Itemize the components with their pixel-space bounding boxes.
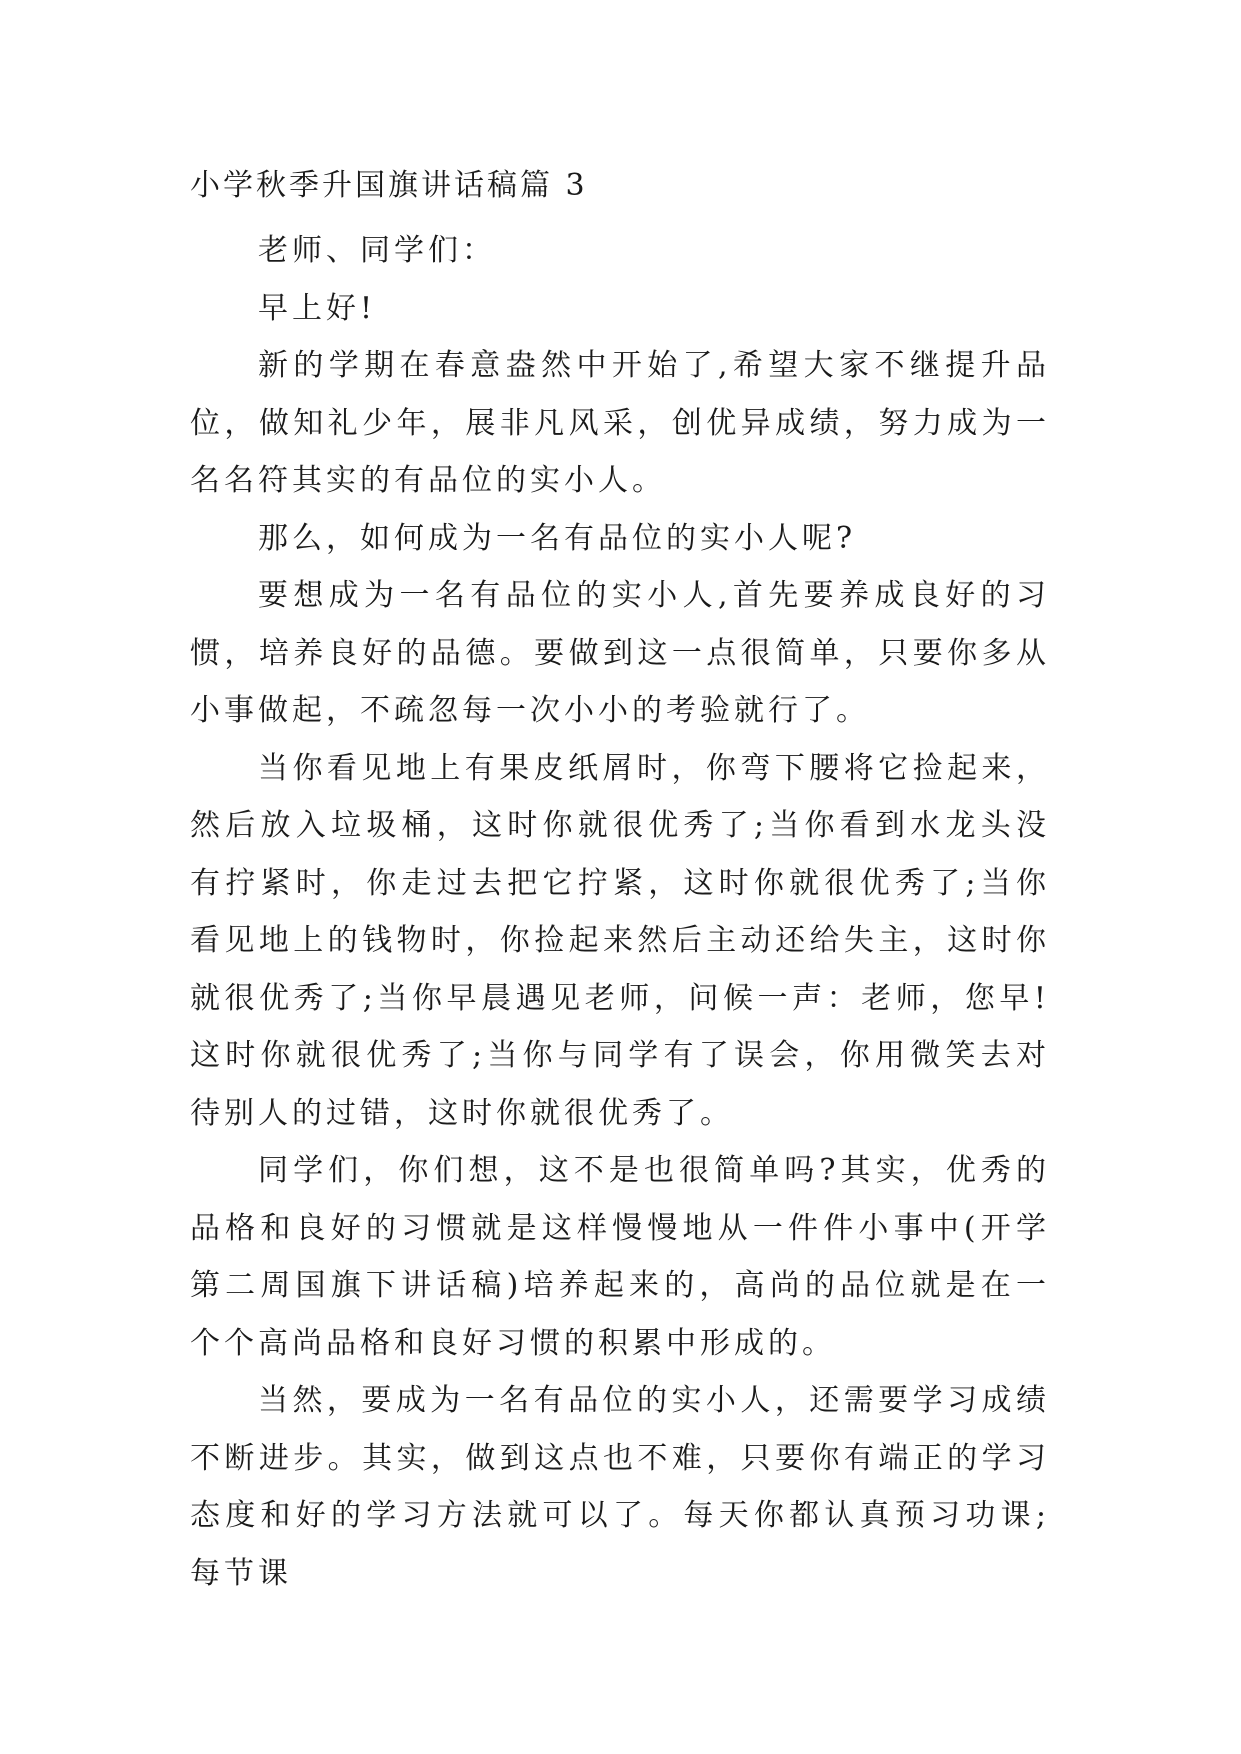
document-page xyxy=(190,168,1050,1602)
paragraph-reflection: 同学们，你们想，这不是也很简单吗?其实，优秀的品格和良好的习惯就是这样慢慢地从一件件小事中(开学第二周国旗下讲话稿)培养起来的，高尚的品位就是在一个个高尚品格和良好习惯的积累中形成的。 xyxy=(190,1153,1050,1361)
paragraph-examples: 当你看见地上有果皮纸屑时，你弯下腰将它捡起来，然后放入垃圾桶，这时你就很优秀了;当你看到水龙头没有拧紧时，你走过去把它拧紧，这时你就很优秀了;当你看见地上的钱物时，你捡起来然后主动还给失主，这时你就很优秀了;当你早晨遇见老师，问候一声：老师，您早!这时你就很优秀了;当你与同学有了误会，你用微笑去对待别人的过错，这时你就很优秀了。 xyxy=(190,750,1050,1131)
document-title: 小学秋季升国旗讲话稿篇 3 xyxy=(190,168,588,203)
paragraph-study: 当然，要成为一名有品位的实小人，还需要学习成绩不断进步。其实，做到这点也不难，只要你有端正的学习态度和好的学习方法就可以了。每天你都认真预习功课;每节课 xyxy=(190,1383,1050,1591)
paragraph-new-semester: 新的学期在春意盎然中开始了,希望大家不继提升品位，做知礼少年，展非凡风采，创优异成绩，努力成为一名名符其实的有品位的实小人。 xyxy=(190,348,1050,498)
paragraph-question: 那么，如何成为一名有品位的实小人呢? xyxy=(258,520,857,556)
paragraph-good-habits: 要想成为一名有品位的实小人,首先要养成良好的习惯，培养良好的品德。要做到这一点很简单，只要你多从小事做起，不疏忽每一次小小的考验就行了。 xyxy=(190,578,1050,728)
paragraph-greeting: 老师、同学们： xyxy=(258,233,496,268)
paragraph-good-morning: 早上好! xyxy=(258,290,377,326)
